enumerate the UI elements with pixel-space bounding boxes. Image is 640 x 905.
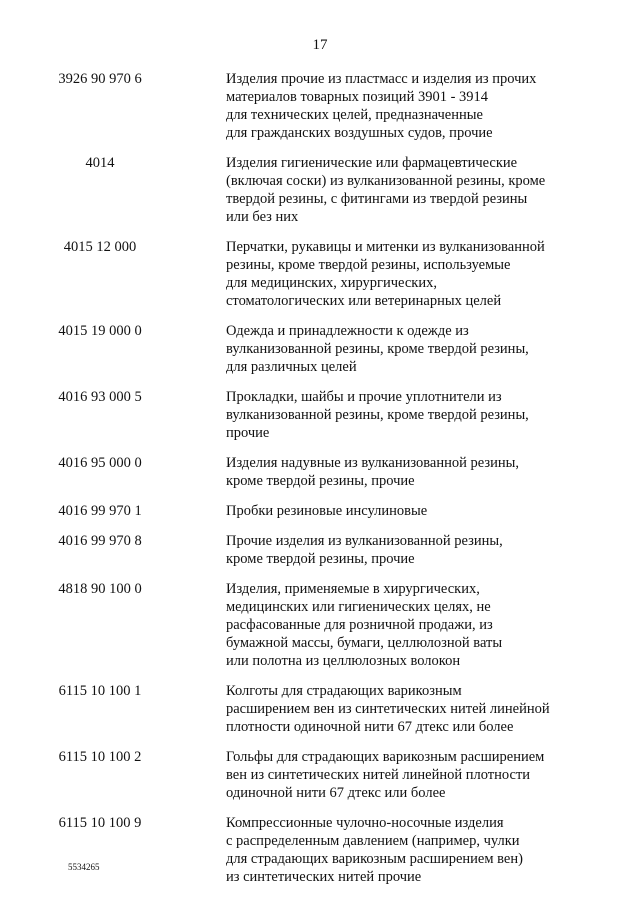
commodity-code: 4016 99 970 8: [58, 533, 142, 549]
description-line: медицинских или гигиенических целях, не: [226, 599, 491, 615]
commodity-code: 6115 10 100 1: [58, 683, 142, 699]
code-row: [0, 454, 640, 490]
commodity-description: [226, 814, 586, 886]
description-line: для технических целей, предназначенные: [226, 107, 483, 123]
description-line: Гольфы для страдающих варикозным расширением: [226, 749, 545, 765]
code-row: [0, 580, 640, 670]
code-list: [0, 70, 640, 898]
description-line: плотности одиночной нити 67 дтекс или более: [226, 719, 514, 735]
document-code: 5534265: [68, 862, 100, 872]
code-row: [0, 502, 640, 520]
code-row: [0, 814, 640, 886]
commodity-description: [226, 682, 586, 736]
description-line: прочие: [226, 425, 270, 441]
commodity-description: [226, 748, 586, 802]
description-line: Прокладки, шайбы и прочие уплотнители из: [226, 389, 502, 405]
commodity-code: 4818 90 100 0: [58, 581, 142, 597]
code-row: [0, 238, 640, 310]
commodity-description: [226, 454, 586, 490]
description-line: Изделия гигиенические или фармацевтические: [226, 155, 518, 171]
commodity-description: [226, 502, 586, 520]
code-row: [0, 682, 640, 736]
description-line: Изделия, применяемые в хирургических,: [226, 581, 480, 597]
code-row: [0, 748, 640, 802]
description-line: Перчатки, рукавицы и митенки из вулканизованной: [226, 239, 545, 255]
description-line: с распределенным давлением (например, чулки: [226, 833, 520, 849]
commodity-code: 4015 19 000 0: [58, 323, 142, 339]
commodity-description: [226, 322, 586, 376]
description-line: стоматологических или ветеринарных целей: [226, 293, 502, 309]
code-row: [0, 388, 640, 442]
description-line: или без них: [226, 209, 299, 225]
page-number: 17: [312, 37, 328, 53]
description-line: для страдающих варикозным расширением вен): [226, 851, 523, 867]
commodity-code: 4016 93 000 5: [58, 389, 142, 405]
description-line: кроме твердой резины, прочие: [226, 473, 415, 489]
commodity-description: [226, 154, 586, 226]
code-row: [0, 154, 640, 226]
description-line: вен из синтетических нитей линейной плотности: [226, 767, 531, 783]
description-line: бумажной массы, бумаги, целлюлозной ваты: [226, 635, 503, 651]
commodity-code: 3926 90 970 6: [58, 71, 142, 87]
description-line: для медицинских, хирургических,: [226, 275, 437, 291]
description-line: или полотна из целлюлозных волокон: [226, 653, 461, 669]
commodity-code: 4014: [85, 155, 115, 171]
commodity-description: [226, 70, 586, 142]
description-line: Колготы для страдающих варикозным: [226, 683, 462, 699]
commodity-description: [226, 388, 586, 442]
commodity-description: [226, 238, 586, 310]
description-line: для различных целей: [226, 359, 357, 375]
description-line: Пробки резиновые инсулиновые: [226, 503, 428, 519]
code-row: [0, 322, 640, 376]
description-line: вулканизованной резины, кроме твердой резины,: [226, 341, 529, 357]
description-line: Изделия прочие из пластмасс и изделия из прочих: [226, 71, 537, 87]
code-row: [0, 532, 640, 568]
description-line: Прочие изделия из вулканизованной резины,: [226, 533, 503, 549]
commodity-code: 6115 10 100 9: [58, 815, 142, 831]
description-line: для гражданских воздушных судов, прочие: [226, 125, 493, 141]
description-line: резины, кроме твердой резины, используемые: [226, 257, 511, 273]
description-line: (включая соски) из вулканизованной резины, кроме: [226, 173, 546, 189]
description-line: материалов товарных позиций 3901 - 3914: [226, 89, 489, 105]
description-line: Изделия надувные из вулканизованной резины,: [226, 455, 519, 471]
description-line: твердой резины, с фитингами из твердой резины: [226, 191, 528, 207]
description-line: вулканизованной резины, кроме твердой резины,: [226, 407, 529, 423]
commodity-code: 4016 95 000 0: [58, 455, 142, 471]
description-line: Одежда и принадлежности к одежде из: [226, 323, 469, 339]
description-line: одиночной нити 67 дтекс или более: [226, 785, 446, 801]
commodity-code: 4016 99 970 1: [58, 503, 142, 519]
description-line: кроме твердой резины, прочие: [226, 551, 415, 567]
description-line: расширением вен из синтетических нитей линейной: [226, 701, 550, 717]
commodity-code: 6115 10 100 2: [58, 749, 142, 765]
commodity-description: [226, 532, 586, 568]
commodity-description: [226, 580, 586, 670]
description-line: Компрессионные чулочно-носочные изделия: [226, 815, 504, 831]
description-line: из синтетических нитей прочие: [226, 869, 422, 885]
description-line: расфасованные для розничной продажи, из: [226, 617, 493, 633]
commodity-code: 4015 12 000: [63, 239, 137, 255]
code-row: [0, 70, 640, 142]
